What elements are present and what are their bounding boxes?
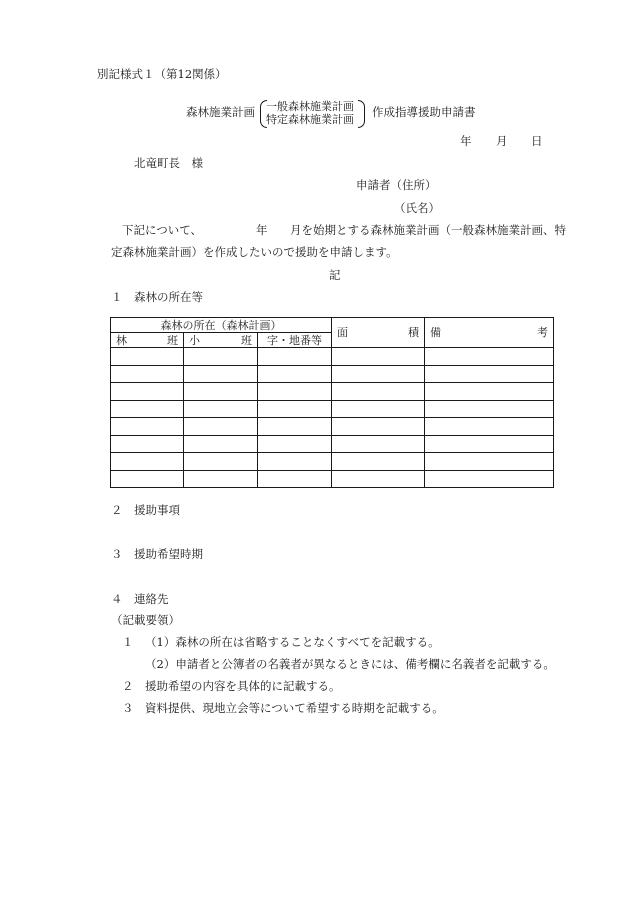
table-cell — [111, 453, 184, 471]
date-month: 月 — [496, 134, 508, 148]
table-cell — [111, 383, 184, 401]
section1-heading: １ 森林の所在等 — [111, 290, 203, 304]
table-cell — [258, 418, 332, 436]
applicant-name-label: （氏名） — [394, 201, 440, 215]
table-cell — [184, 365, 258, 383]
table-cell — [332, 470, 425, 488]
table-cell — [425, 435, 554, 453]
table-cell — [332, 383, 425, 401]
header-aza: 字・地番等 — [258, 333, 332, 348]
table-cell — [111, 365, 184, 383]
table-cell — [332, 418, 425, 436]
table-row — [111, 453, 554, 471]
header-remarks: 備 考 — [425, 318, 554, 348]
header-area: 面 積 — [332, 318, 425, 348]
table-cell — [184, 383, 258, 401]
table-cell — [111, 418, 184, 436]
table-row — [111, 435, 554, 453]
table-cell — [111, 435, 184, 453]
note-item3: ３ 資料提供、現地立会等について希望する時期を記載する。 — [122, 701, 444, 715]
ki-heading: 記 — [329, 268, 341, 282]
table-cell — [258, 365, 332, 383]
table-cell — [184, 453, 258, 471]
table-cell — [184, 348, 258, 366]
section3-heading: ３ 援助希望時期 — [111, 547, 203, 561]
addressee: 北竜町長 様 — [134, 156, 203, 170]
table-cell — [258, 348, 332, 366]
table-row — [111, 365, 554, 383]
section4-heading: ４ 連絡先 — [111, 592, 169, 606]
table-cell — [184, 400, 258, 418]
table-cell — [258, 400, 332, 418]
table-body — [111, 348, 554, 488]
body-text-line2: 定森林施業計画）を作成したいので援助を申請します。 — [111, 245, 398, 259]
table-row — [111, 400, 554, 418]
table-cell — [332, 400, 425, 418]
forest-location-table — [110, 317, 554, 488]
table-row — [111, 383, 554, 401]
body-text-line1-end: 月を始期とする森林施業計画（一般森林施業計画、特 — [290, 223, 566, 237]
table-row — [111, 470, 554, 488]
body-text-line1-start: 下記について、 — [122, 223, 203, 237]
body-text-line1-year: 年 — [256, 223, 268, 237]
note-item1-a: （1）森林の所在は省略することなくすべてを記載する。 — [145, 635, 440, 649]
table-cell — [111, 348, 184, 366]
table-cell — [425, 383, 554, 401]
table-cell — [425, 348, 554, 366]
header-forest-location: 森林の所在（森林計画） — [111, 318, 332, 333]
table-cell — [258, 435, 332, 453]
table-cell — [332, 453, 425, 471]
title-prefix: 森林施業計画 — [186, 105, 255, 119]
table-cell — [332, 348, 425, 366]
table-cell — [258, 383, 332, 401]
table-cell — [425, 470, 554, 488]
date-year: 年 — [460, 134, 472, 148]
header-shohan: 小 班 — [184, 333, 258, 348]
table-cell — [184, 418, 258, 436]
note-item1-b: （2）申請者と公簿者の名義者が異なるときには、備考欄に名義者を記載する。 — [145, 657, 555, 671]
table-cell — [332, 365, 425, 383]
table-row — [111, 348, 554, 366]
applicant-address-label: 申請者（住所） — [356, 178, 437, 192]
note-item2: ２ 援助希望の内容を具体的に記載する。 — [122, 679, 341, 693]
title-option-specific: 特定森林施業計画 — [266, 113, 354, 126]
table-cell — [258, 453, 332, 471]
table-cell — [111, 470, 184, 488]
table-cell — [184, 435, 258, 453]
title-suffix: 作成指導援助申請書 — [372, 105, 476, 119]
table-cell — [258, 470, 332, 488]
note-item1-number: １ — [122, 635, 134, 649]
table-cell — [425, 400, 554, 418]
title-option-general: 一般森林施業計画 — [266, 100, 354, 113]
table-cell — [332, 435, 425, 453]
table-cell — [184, 470, 258, 488]
table-cell — [425, 418, 554, 436]
table-cell — [425, 453, 554, 471]
notes-heading: （記載要領） — [111, 613, 180, 627]
header-rinpan: 林 班 — [111, 333, 184, 348]
form-label: 別記様式１（第12関係） — [97, 67, 227, 81]
date-day: 日 — [531, 134, 543, 148]
table-cell — [111, 400, 184, 418]
table-cell — [425, 365, 554, 383]
title-right-bracket — [358, 100, 365, 128]
section2-heading: ２ 援助事項 — [111, 503, 180, 517]
table-row — [111, 418, 554, 436]
